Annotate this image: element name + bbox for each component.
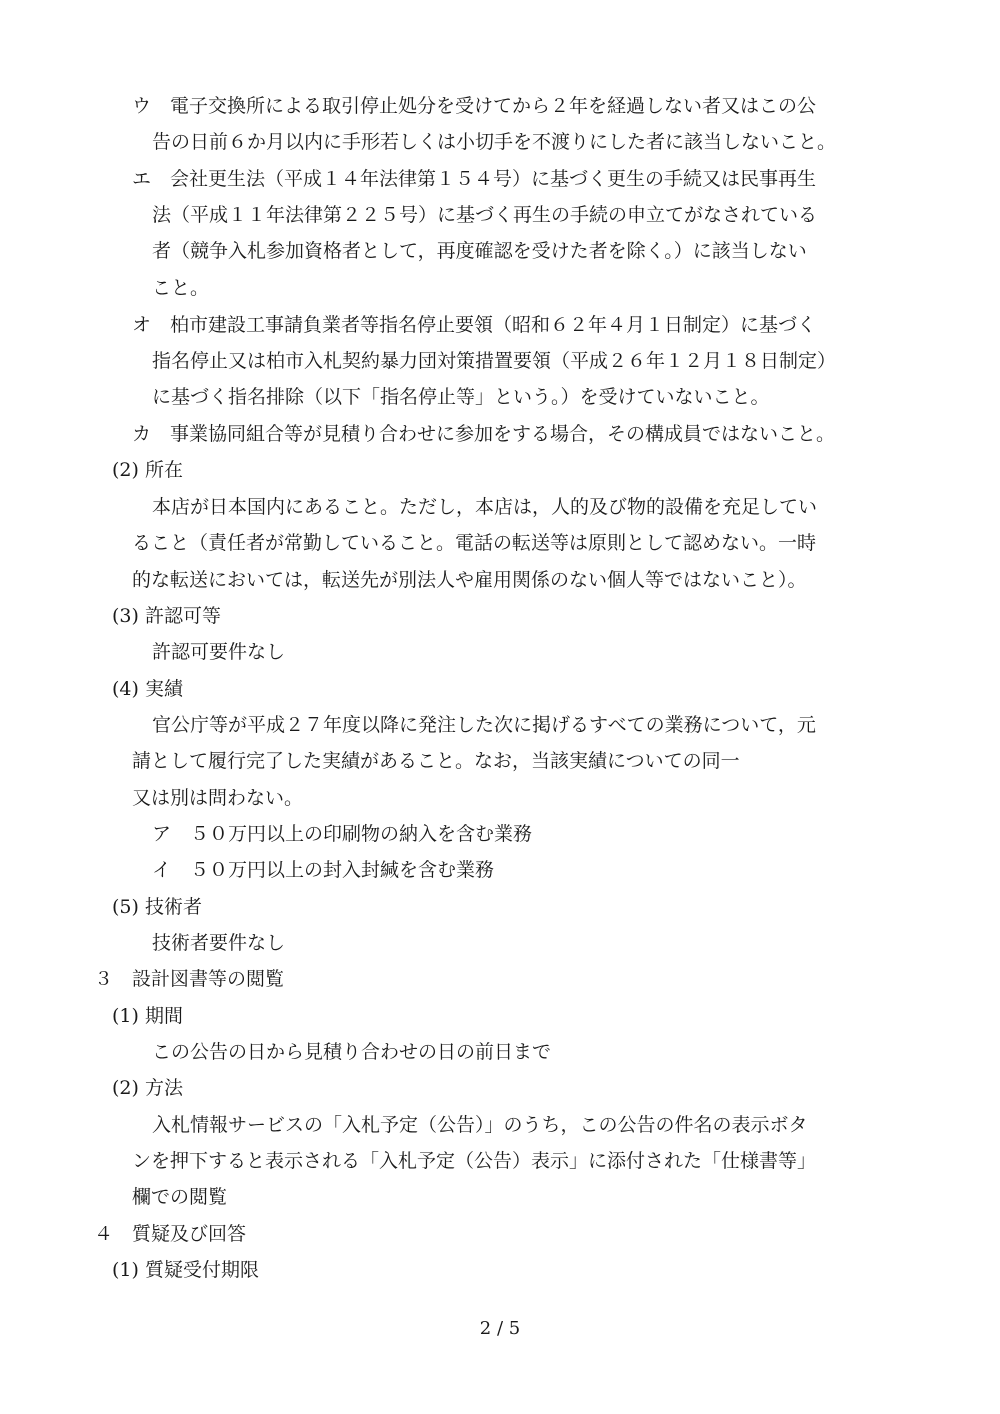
track-record-item-i: ５０万円以上の封入封緘を含む業務 [190,859,495,881]
item-e-line-3: 者（競争入札参加資格者として，再度確認を受けた者を除く。）に該当しない [152,240,807,262]
section-heading-4: ４ 質疑及び回答 [94,1223,247,1245]
track-record-line-3: 又は別は問わない。 [132,787,304,809]
location-line-1: 本店が日本国内にあること。ただし，本店は，人的及び物的設備を充足してい [152,496,818,518]
item-o-line-1: 柏市建設工事請負業者等指名停止要領（昭和６２年４月１日制定）に基づく [170,314,817,336]
item-u-line-1: 電子交換所による取引停止処分を受けてから２年を経過しない者又はこの公 [170,95,817,117]
engineer-line-1: 技術者要件なし [152,932,286,954]
item-o-line-3: に基づく指名排除（以下「指名停止等」という。）を受けていないこと。 [152,386,770,408]
item-o-line-2: 指名停止又は柏市入札契約暴力団対策措置要領（平成２６年１２月１８日制定） [152,350,837,372]
sub-heading-question-deadline: (1) 質疑受付期限 [112,1259,259,1281]
sub-heading-method: (2) 方法 [112,1077,183,1099]
section-heading-3: ３ 設計図書等の閲覧 [94,968,285,990]
track-record-line-1: 官公庁等が平成２７年度以降に発注した次に掲げるすべての業務について，元 [152,714,816,736]
track-record-mark-a: ア [152,823,172,845]
item-mark-o: オ [132,314,152,336]
page-number: 2 / 5 [479,1318,521,1339]
sub-heading-track-record: (4) 実績 [112,678,183,700]
item-mark-u: ウ [132,95,152,117]
sub-heading-location: (2) 所在 [112,459,183,481]
sub-heading-engineer: (5) 技術者 [112,896,202,918]
method-line-2: ンを押下すると表示される「入札予定（公告）表示」に添付された「仕様書等」 [132,1150,817,1172]
track-record-line-2: 請として履行完了した実績があること。なお，当該実績についての同一 [132,750,740,772]
period-line-1: この公告の日から見積り合わせの日の前日まで [152,1041,552,1063]
item-e-line-4: こと。 [152,277,210,299]
track-record-item-a: ５０万円以上の印刷物の納入を含む業務 [190,823,533,845]
item-mark-e: エ [132,168,152,190]
item-ka-line-1: 事業協同組合等が見積り合わせに参加をする場合，その構成員ではないこと。 [170,423,836,445]
location-line-3: 的な転送においては，転送先が別法人や雇用関係のない個人等ではないこと）。 [132,569,807,591]
sub-heading-period: (1) 期間 [112,1005,183,1027]
item-e-line-2: 法（平成１１年法律第２２５号）に基づく再生の手続の申立てがなされている [152,204,818,226]
method-line-3: 欄での閲覧 [132,1186,228,1208]
sub-heading-licenses: (3) 許認可等 [112,605,221,627]
method-line-1: 入札情報サービスの「入札予定（公告）」のうち，この公告の件名の表示ボタ [152,1114,808,1136]
track-record-mark-i: イ [152,859,172,881]
licenses-line-1: 許認可要件なし [152,641,286,663]
item-mark-ka: カ [132,423,152,445]
location-line-2: ること（責任者が常勤していること。電話の転送等は原則として認めない。一時 [132,532,817,554]
item-u-line-2: 告の日前６か月以内に手形若しくは小切手を不渡りにした者に該当しないこと。 [152,131,837,153]
item-e-line-1: 会社更生法（平成１４年法律第１５４号）に基づく更生の手続又は民事再生 [170,168,817,190]
